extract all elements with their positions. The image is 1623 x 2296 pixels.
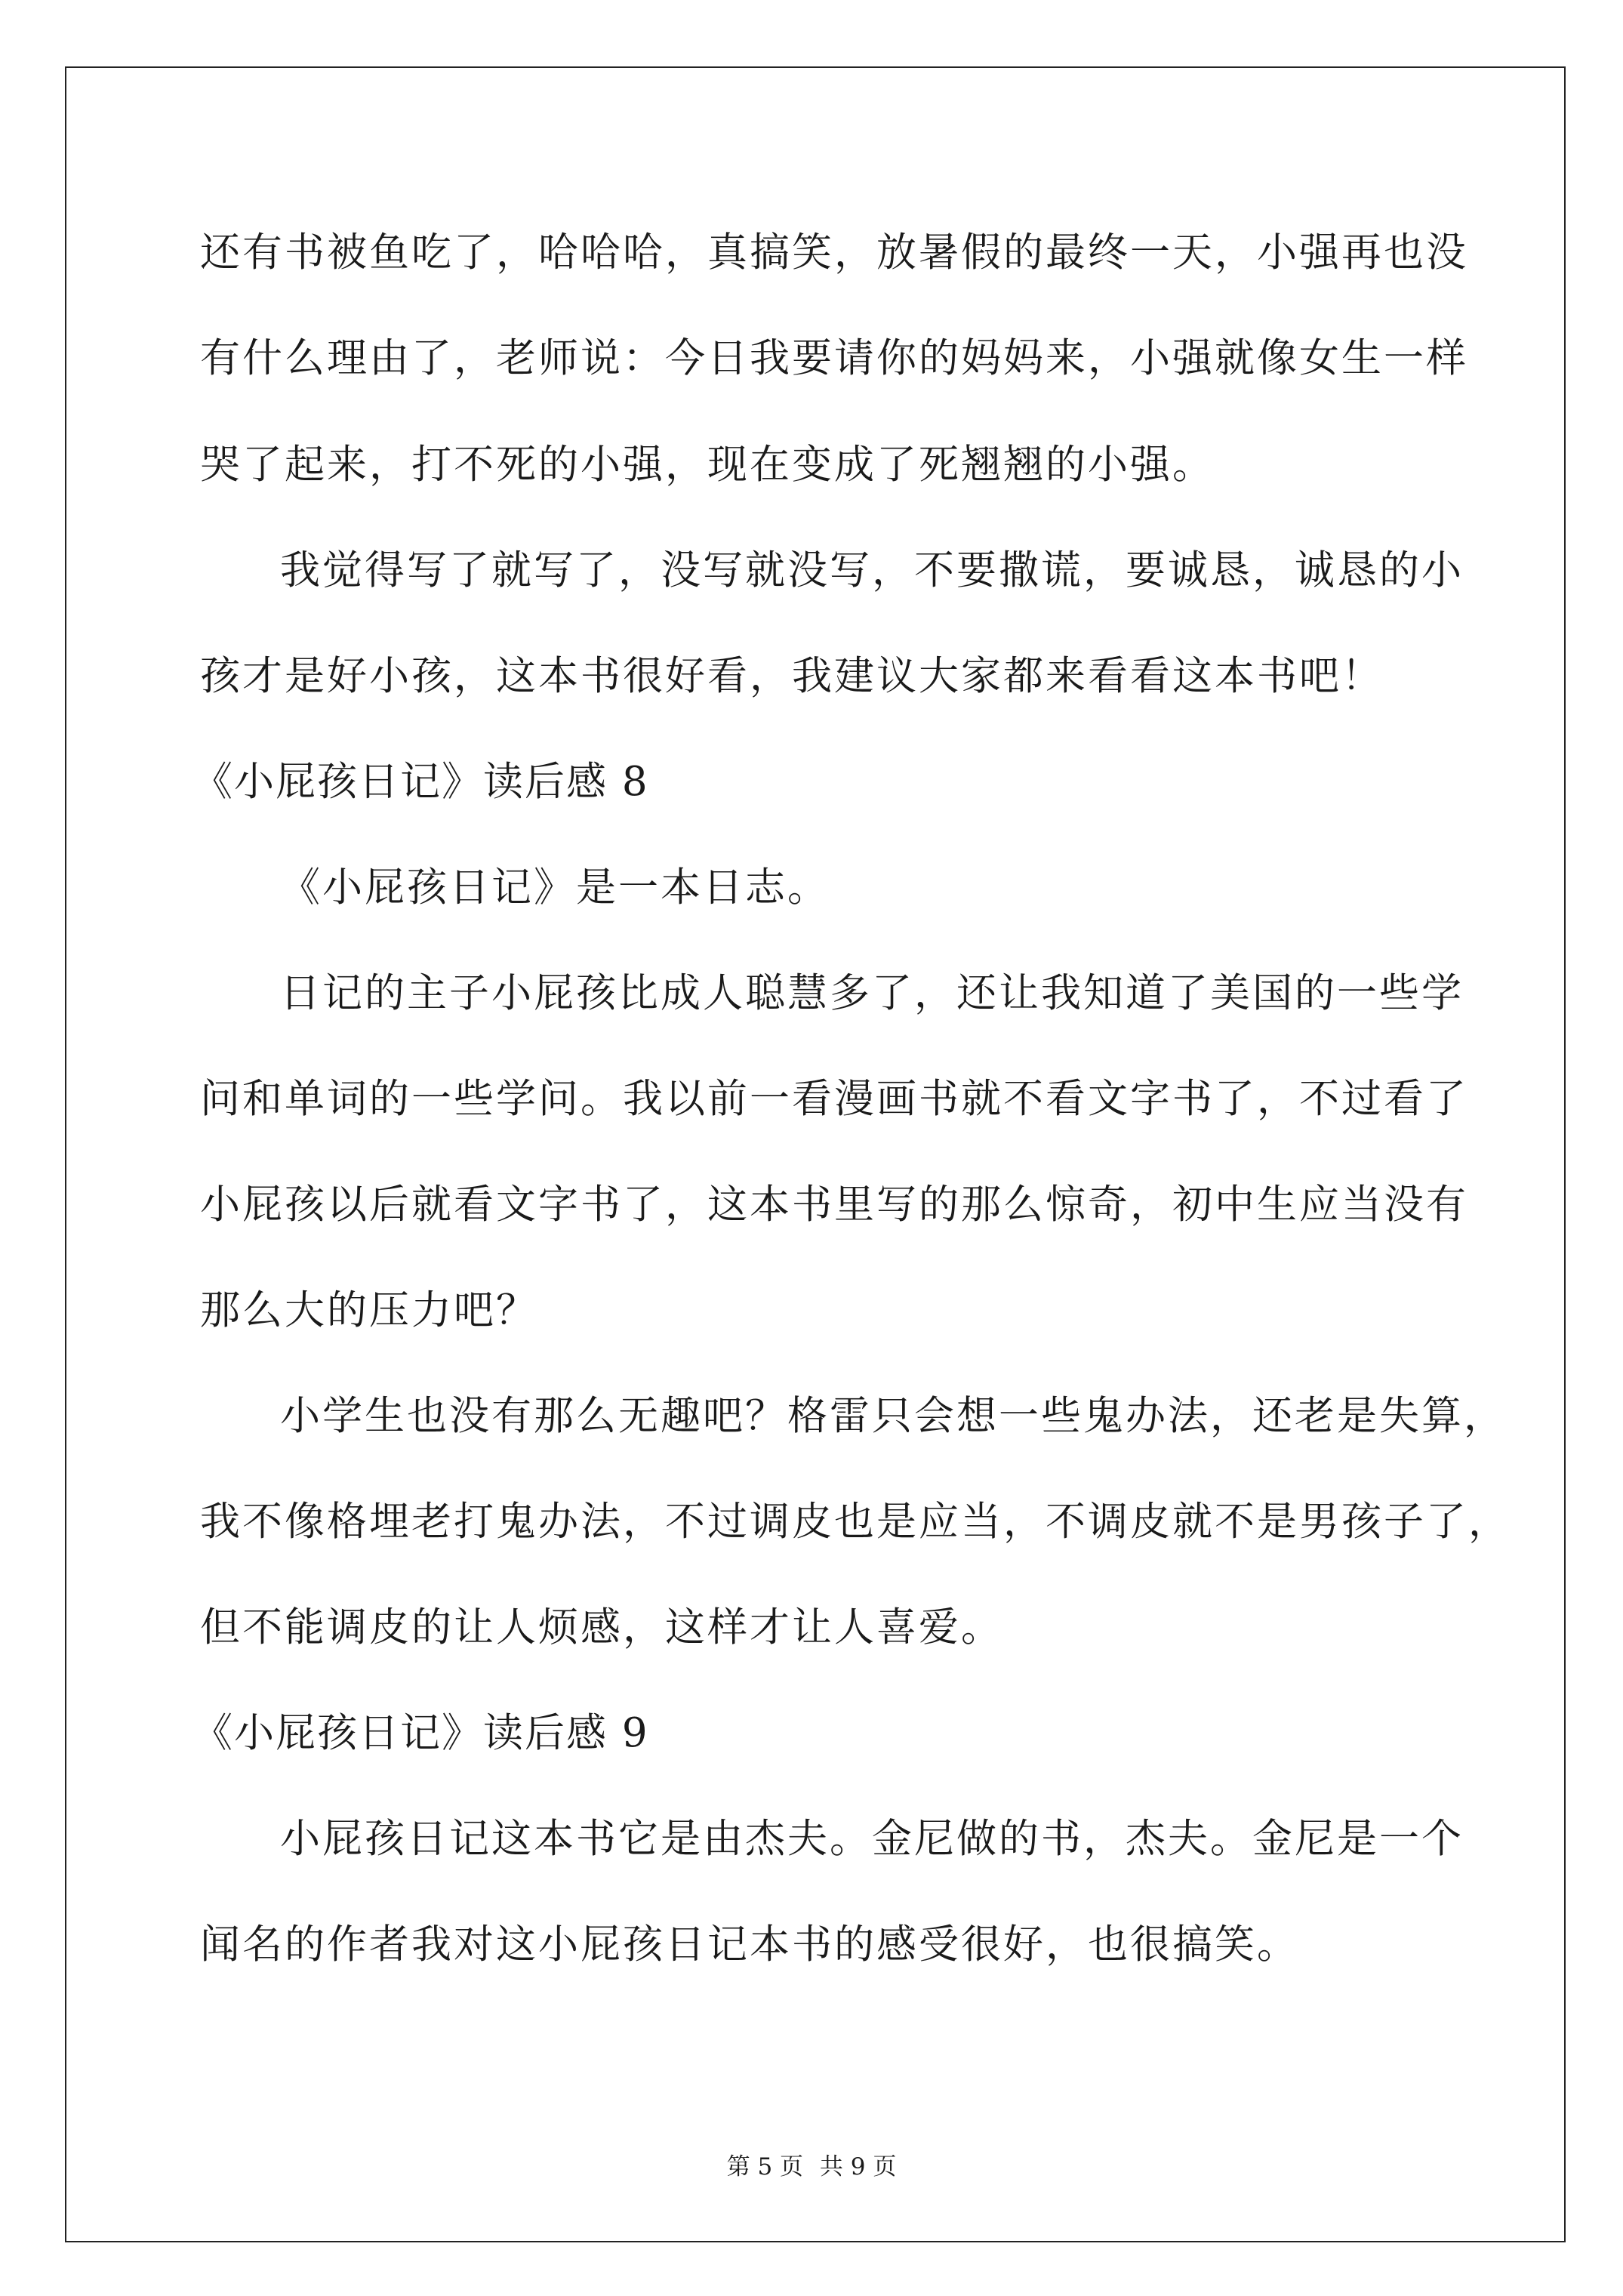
paragraph-start-line: 小学生也没有那么无趣吧？格雷只会想一些鬼办法，还老是失算， (280, 1393, 1506, 1439)
page-number: 第 5 页 (726, 2153, 804, 2180)
body-line: 小屁孩以后就看文字书了，这本书里写的那么惊奇，初中生应当没有 (200, 1182, 1468, 1228)
body-line: 闻名的作者我对这小屁孩日记本书的感受很好，也很搞笑。 (200, 1922, 1299, 1968)
body-line: 哭了起来，打不死的小强，现在变成了死翘翘的小强。 (200, 442, 1215, 488)
body-line: 我不像格埋老打鬼办法，不过调皮也是应当，不调皮就不是男孩子了， (200, 1499, 1511, 1545)
body-line: 还有书被鱼吃了，哈哈哈，真搞笑，放暑假的最终一天，小强再也没 (200, 230, 1468, 276)
paragraph-start-line: 《小屁孩日记》是一本日志。 (280, 864, 830, 911)
paragraph-start-line: 我觉得写了就写了，没写就没写，不要撒谎，要诚恳，诚恳的小 (280, 547, 1464, 593)
section-heading: 《小屁孩日记》读后感 9 (192, 1710, 649, 1756)
page-footer (0, 2152, 1623, 2182)
paragraph-start-line: 日记的主子小屁孩比成人聪慧多了，还让我知道了美国的一些学 (280, 970, 1464, 1016)
body-line: 孩才是好小孩，这本书很好看，我建议大家都来看看这本书吧！ (200, 653, 1384, 699)
body-line: 那么大的压力吧？ (200, 1287, 538, 1333)
page-total: 共 9 页 (819, 2153, 897, 2180)
paragraph-start-line: 小屁孩日记这本书它是由杰夫。金尼做的书，杰夫。金尼是一个 (280, 1816, 1464, 1862)
body-line: 但不能调皮的让人烦感，这样才让人喜爱。 (200, 1604, 1003, 1650)
page-frame (65, 66, 1566, 2242)
body-line: 有什么理由了，老师说：今日我要请你的妈妈来，小强就像女生一样 (200, 335, 1468, 381)
section-heading: 《小屁孩日记》读后感 8 (192, 759, 649, 805)
body-line: 问和单词的一些学问。我以前一看漫画书就不看文字书了，不过看了 (200, 1076, 1468, 1122)
